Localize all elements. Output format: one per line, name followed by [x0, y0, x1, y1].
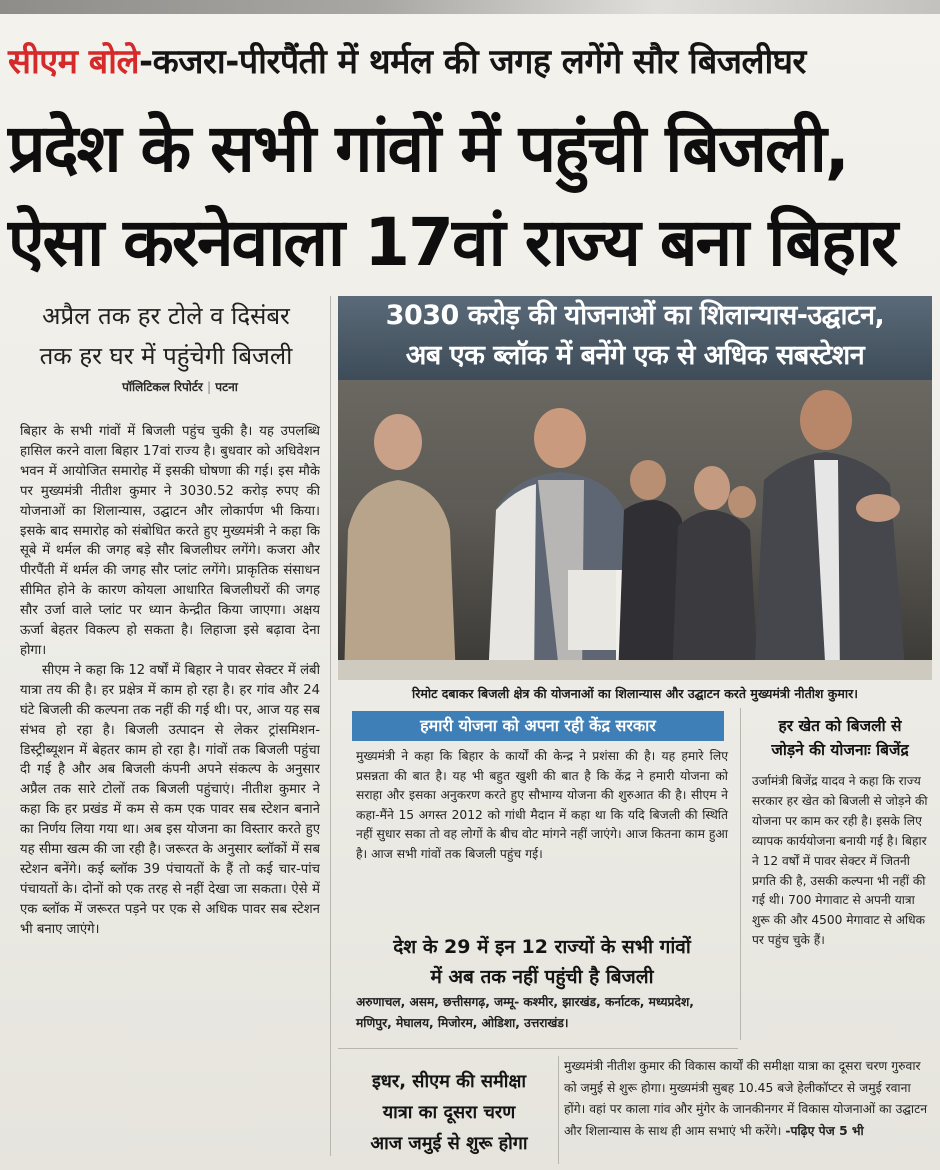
main-headline	[8, 102, 932, 290]
subheadline	[16, 296, 316, 376]
photo-head-line-2: अब एक ब्लॉक में बनेंगे एक से अधिक सबस्टेशन	[405, 340, 865, 371]
right-head-line-1: हर खेत को बिजली से	[778, 717, 902, 735]
centre-box-title: हमारी योजना को अपना रही केंद्र सरकार	[352, 711, 724, 741]
headline-line-2: ऐसा करनेवाला 17वां राज्य बना बिहार	[8, 204, 897, 281]
states-headline-line-2: में अब तक नहीं पहुंची है बिजली	[430, 966, 654, 988]
review-head-line-2: यात्रा का दूसरा चरण	[382, 1102, 516, 1123]
photo-caption: रिमोट दबाकर बिजली क्षेत्र की योजनाओं का शिलान्यास और उद्घाटन करते मुख्यमंत्री नीतीश कुमार।	[412, 686, 858, 701]
review-headline	[344, 1066, 554, 1159]
left-article-para-1: बिहार के सभी गांवों में बिजली पहुंच चुकी है। यह उपलब्धि हासिल करने वाला बिहार 17वां राज्य है। बुधवार को अधिवेशन भवन में आयोजित समारोह में इसकी घोषणा की गई। इस मौके पर मुख्यमंत्री नीतीश कुमार ने 3030.52 करोड़ रुपए की योजनाओं का शिलान्यास, उद्घाटन और लोकार्पण भी किया। इसके बाद समारोह को संबोधित करते हुए मुख्यमंत्री ने कहा कि सूबे में थर्मल की जगह बड़े सौर बिजलीघर लगेंगे। कजरा और पीरपैंती में थर्मल की जगह सौर प्लांट लगेंगे। प्राकृतिक संसाधन सीमित होने के कारण कोयला आधारित बिजलीघरों की जगह सौर उर्जा वाले प्लांट पर ध्यान केन्द्रीत किया जाएगा। अक्षय ऊर्जा बेहतर विकल्प हो सकता है। लिहाजा इसे बढ़ावा देना होगा।	[20, 424, 320, 658]
byline-city: पटना	[215, 380, 238, 394]
review-divider	[558, 1056, 559, 1164]
states-list: अरुणाचल, असम, छत्तीसगढ़, जम्मू- कश्मीर, झारखंड, कर्नाटक, मध्यप्रदेश, मणिपुर, मेघालय, मिजोरम, ओडिशा, उत्तराखंड।	[356, 995, 694, 1030]
review-head-line-3: आज जमुई से शुरू होगा	[370, 1133, 528, 1154]
kicker-red-text: सीएम बोले	[8, 42, 140, 82]
right-column-divider	[740, 708, 741, 1040]
kicker-rest-text: -कजरा-पीरपैंती में थर्मल की जगह लगेंगे सौर बिजलीघर	[139, 42, 806, 82]
left-article-body	[20, 422, 320, 1164]
left-article-para-2: सीएम ने कहा कि 12 वर्षों में बिहार ने पावर सेक्टर में लंबी यात्रा तय की है। हर प्रक्षेत्र में काम हो रहा है। हर गांव और 24 घंटे बिजली की कल्पना तक नहीं की गई थी। पर, आज यह सब संभव हो रहा है। बिजली उत्पादन से लेकर ट्रांसमिशन-डिस्ट्रीब्यूशन में बेहतर काम हो रहा है। गांवों तक बिजली पहुंचा दी गई है और अब बिजली कंपनी अपने संकल्प के अनुसार अप्रैल तक सारे टोलों तक बिजली पहुंचाएं। नीतीश कुमार ने कहा कि हर प्रखंड में कम से कम एक पावर सब स्टेशन बनाने का निर्णय लिया गया था। अब इस योजना का विस्तार करते हुए यह सीमा खत्म की जा रही है। जरूरत के अनुसार ब्लॉकों में सब स्टेशन बनेंगे। कई ब्लॉक 39 पंचायतों के हैं तो कई चार-पांच पंचायतों के। दोनों को एक तरह से नहीं देखा जा सकता। ऐसे में एक ब्लॉक में जरूरत पड़ने पर एक से अधिक पावर सब स्टेशन भी बनाए जाएंगे।	[20, 662, 320, 937]
byline-separator: |	[206, 380, 212, 394]
review-body-text: मुख्यमंत्री नीतीश कुमार की विकास कार्यों की समीक्षा यात्रा का दूसरा चरण गुरुवार को जमुई से शुरू होगा। मुख्यमंत्री सुबह 10.45 बजे हेलीकॉप्टर से जमुई रवाना होंगे। वहां पर काला गांव और मुंगेर के जानकीनगर में विकास योजनाओं का उद्घाटन और शिलान्यास के साथ ही आम सभाएं भी करेंगे।	[564, 1059, 928, 1138]
right-head-line-2: जोड़ने की योजनाः बिजेंद्र	[771, 741, 909, 759]
news-photo-illustration	[338, 380, 932, 680]
subheadline-line-1: अप्रैल तक हर टोले व दिसंबर	[42, 302, 290, 330]
bottom-divider	[338, 1048, 738, 1049]
right-box-headline	[748, 714, 932, 762]
column-divider	[330, 296, 331, 1156]
kicker-line	[8, 34, 932, 90]
continued-on-page-link[interactable]: -पढ़िए पेज 5 भी	[785, 1123, 864, 1138]
review-head-line-1: इधर, सीएम की समीक्षा	[371, 1071, 527, 1092]
byline	[60, 378, 300, 395]
headline-line-1: प्रदेश के सभी गांवों में पहुंची बिजली,	[8, 110, 848, 187]
states-headline	[356, 932, 728, 992]
subheadline-line-2: तक हर घर में पहुंचेगी बिजली	[39, 342, 293, 370]
photo-story-headline	[338, 296, 932, 380]
states-headline-line-1: देश के 29 में इन 12 राज्यों के सभी गांवों	[393, 936, 691, 958]
news-photo	[338, 380, 932, 680]
byline-reporter: पॉलिटिकल रिपोर्टर	[122, 380, 203, 394]
right-box-body: उर्जामंत्री बिजेंद्र यादव ने कहा कि राज्य सरकार हर खेत को बिजली से जोड़ने की योजना पर काम कर रही है। इसके लिए व्यापक कार्ययोजना बनायी गई है। बिहार ने 12 वर्षों में पावर सेक्टर में जितनी प्रगति की है, उसकी कल्पना भी नहीं की गई थी। 700 मेगावाट से अपनी यात्रा शुरू की और 4500 मेगावाट से अधिक पर पहुंच चुके हैं।	[752, 774, 928, 948]
top-page-strip	[0, 0, 940, 14]
photo-head-line-1: 3030 करोड़ की योजनाओं का शिलान्यास-उद्घाटन,	[385, 300, 885, 331]
review-body	[564, 1056, 932, 1142]
centre-box-body: मुख्यमंत्री ने कहा कि बिहार के कार्यों की केन्द्र ने प्रशंसा की है। यह हमारे लिए प्रसन्नता की बात है। यह भी बहुत खुशी की बात है कि केंद्र ने हमारी योजना को सराहा और इसका अनुकरण करते हुए सौभाग्य योजना की शुरुआत की है। सीएम ने कहा-मैंने 15 अगस्त 2012 को गांधी मैदान में कहा था कि यदि बिजली की स्थिति नहीं सुधार सका तो वह लोगों के बीच वोट मांगने नहीं जाएंगे। आज कितना काम हुआ है। आज सभी गांवों तक बिजली पहुंच गई।	[356, 749, 728, 861]
